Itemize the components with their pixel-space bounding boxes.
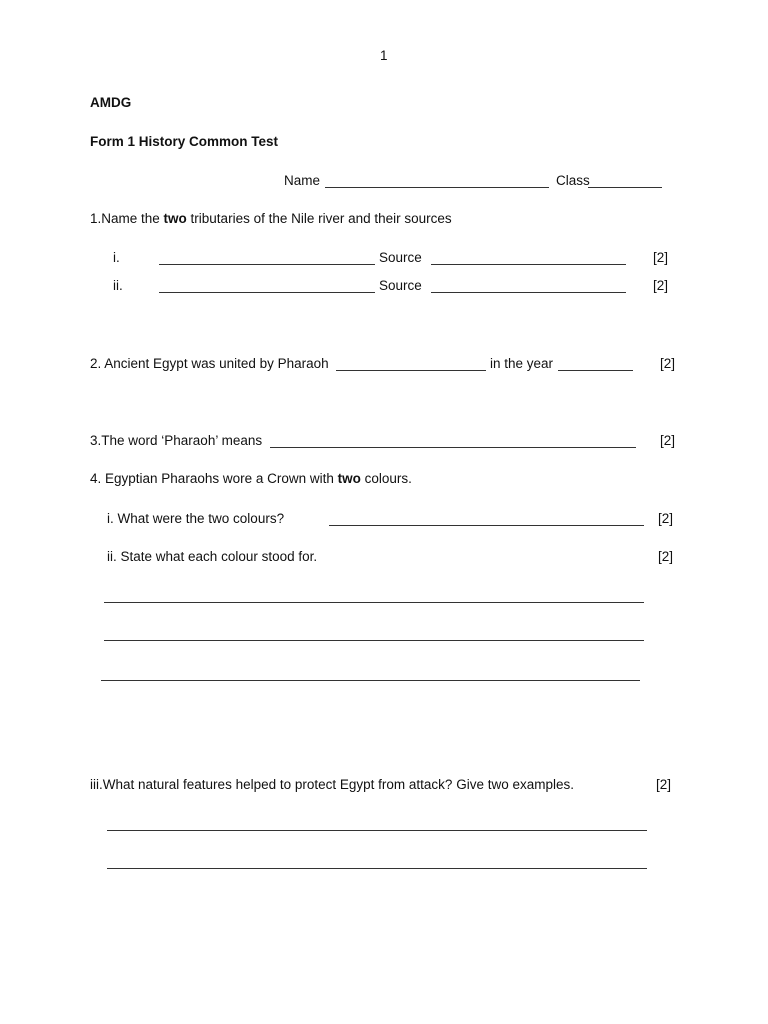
natural-features-line-2[interactable] [107,868,647,869]
colour-meaning-line-2[interactable] [104,640,644,641]
pharaoh-name-field[interactable] [336,370,486,371]
question-2-text-b: in the year [490,356,554,371]
q4-sub-i-text: i. What were the two colours? [107,511,285,526]
q1-item-ii-marks: [2] [653,278,669,293]
q1-item-ii-tributary-field[interactable] [159,292,375,293]
question-4-suffix: colours. [360,471,412,486]
motto: AMDG [90,95,132,110]
question-3-text: 3.The word ‘Pharaoh’ means [90,433,263,448]
class-field[interactable] [588,187,662,188]
q1-item-i-number: i. [113,250,120,265]
q1-item-ii-source-label: Source [379,278,422,293]
name-field[interactable] [325,187,549,188]
year-field[interactable] [558,370,633,371]
q1-item-ii-source-field[interactable] [431,292,626,293]
q4-sub-iii-marks: [2] [656,777,672,792]
name-label: Name [284,173,321,188]
colour-meaning-line-3[interactable] [101,680,640,681]
two-colours-field[interactable] [329,525,644,526]
question-4 [90,471,412,486]
question-2-marks: [2] [660,356,676,371]
question-2-text-a: 2. Ancient Egypt was united by Pharaoh [90,356,329,371]
q4-sub-ii-marks: [2] [658,549,674,564]
q1-item-i-tributary-field[interactable] [159,264,375,265]
q4-sub-i-marks: [2] [658,511,674,526]
question-4-bold: two [337,471,361,486]
q1-item-i-marks: [2] [653,250,669,265]
question-1-bold: two [163,211,187,226]
q1-item-ii-number: ii. [113,278,123,293]
test-title: Form 1 History Common Test [90,134,279,149]
natural-features-line-1[interactable] [107,830,647,831]
question-1 [90,211,452,226]
q1-item-i-source-label: Source [379,250,422,265]
colour-meaning-line-1[interactable] [104,602,644,603]
class-label: Class [556,173,590,188]
question-1-suffix: tributaries of the Nile river and their sources [186,211,452,226]
pharaoh-meaning-field[interactable] [270,447,636,448]
question-4-prefix: 4. Egyptian Pharaohs wore a Crown with [90,471,338,486]
q1-item-i-source-field[interactable] [431,264,626,265]
page-number: 1 [380,48,388,63]
q4-sub-iii-text: iii.What natural features helped to protect Egypt from attack? Give two examples. [90,777,574,792]
question-1-prefix: 1.Name the [90,211,164,226]
q4-sub-ii-text: ii. State what each colour stood for. [107,549,318,564]
question-3-marks: [2] [660,433,676,448]
